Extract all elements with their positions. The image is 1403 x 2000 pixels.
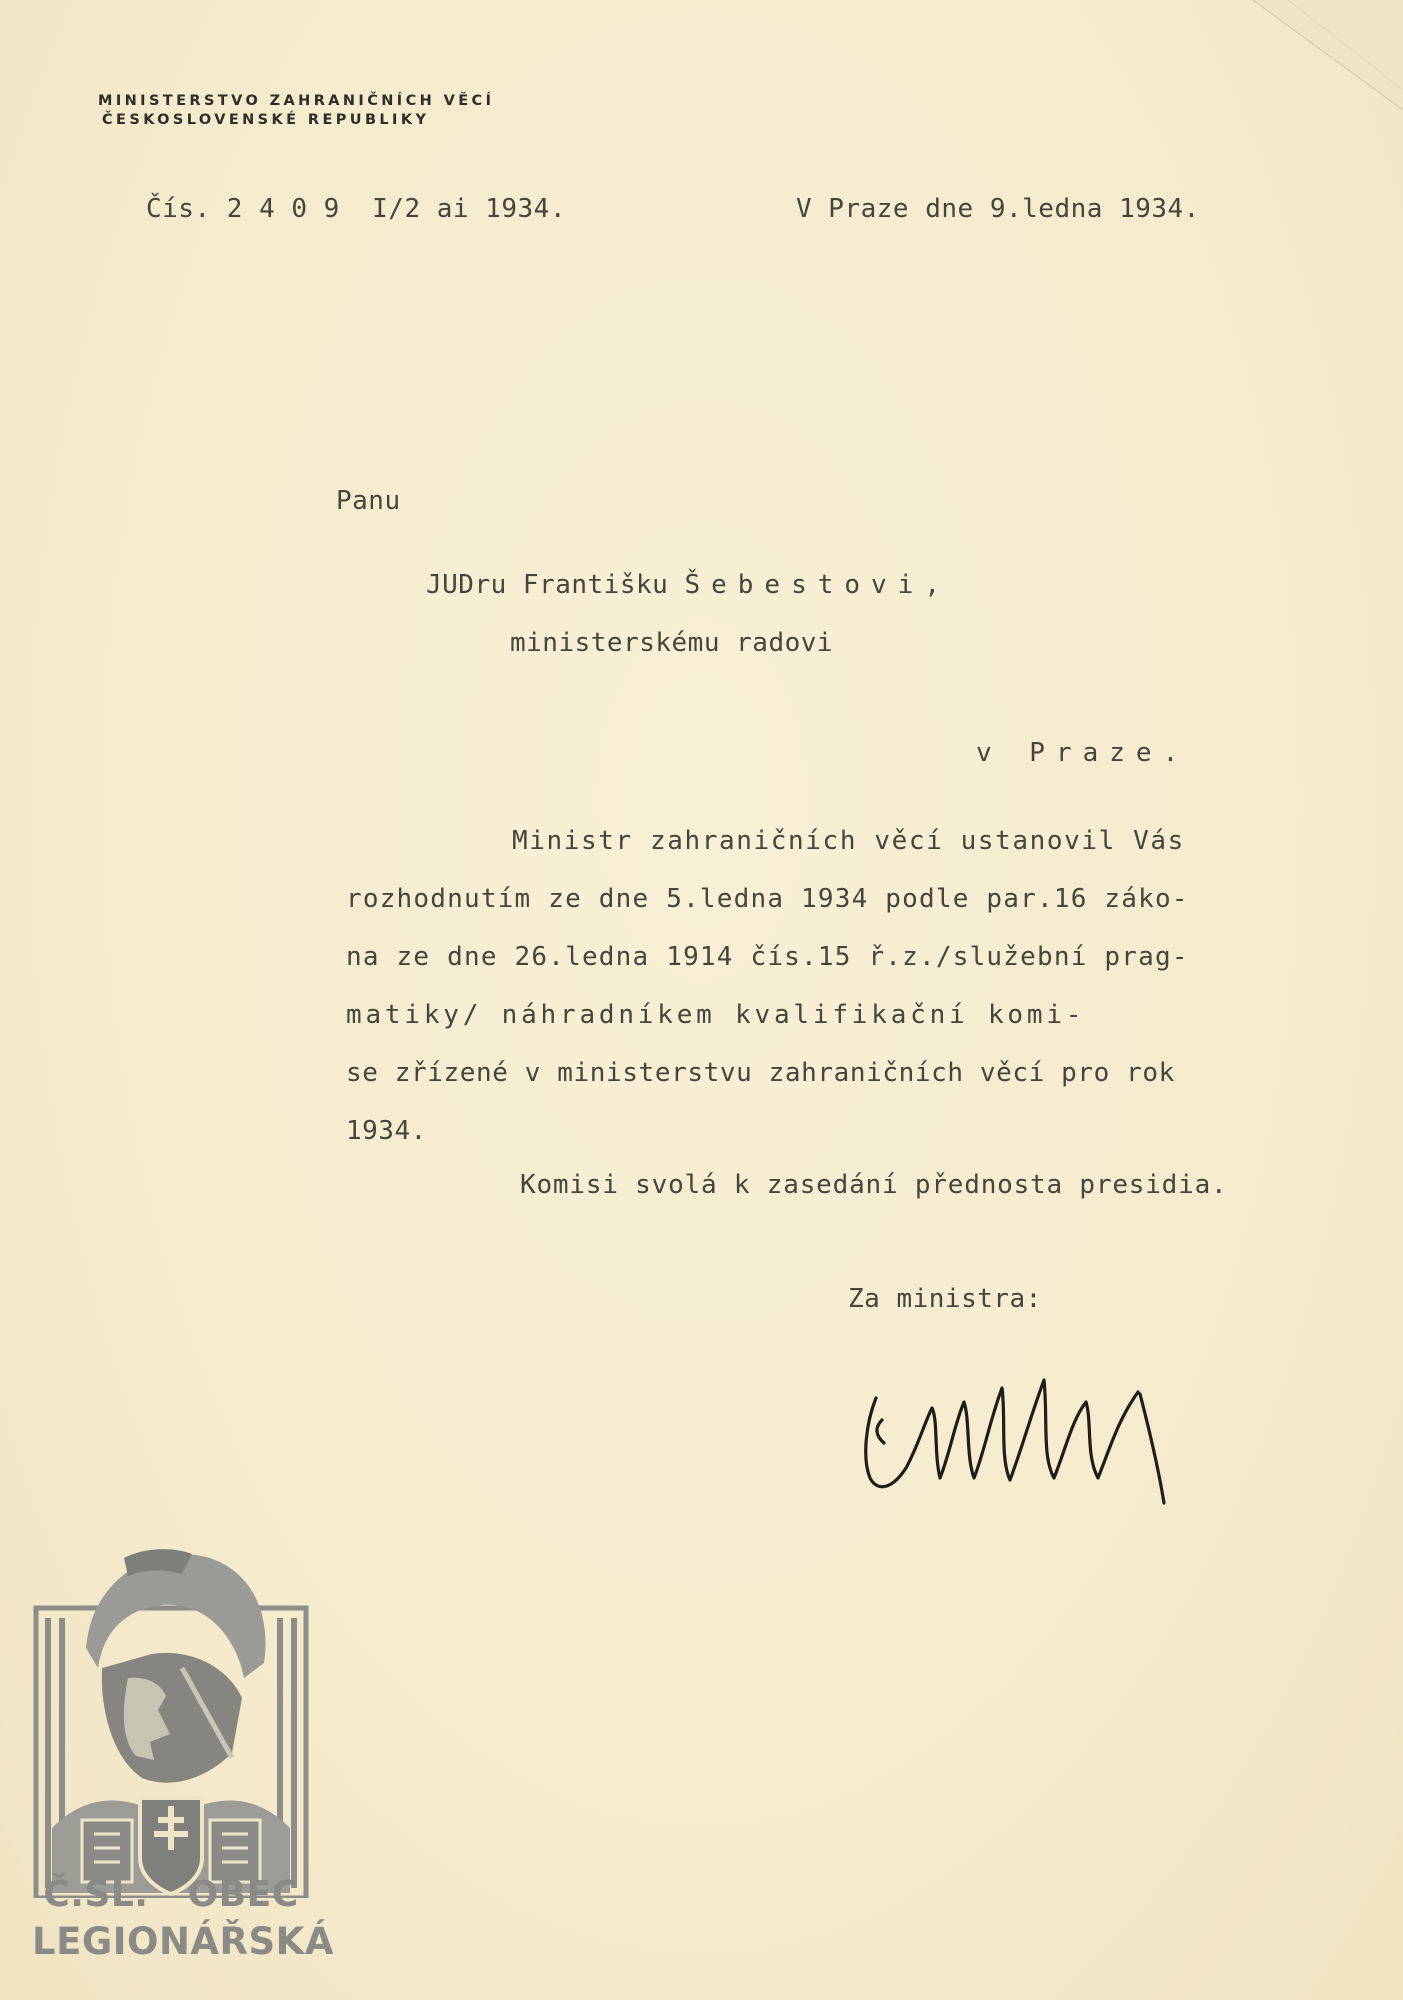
recipient-name-prefix: JUDru Františku	[426, 570, 685, 600]
stamp-text-line-2: LEGIONÁŘSKÁ	[32, 1920, 334, 1963]
letterhead-line-1: MINISTERSTVO ZAHRANIČNÍCH VĚCÍ	[98, 93, 495, 109]
body-line-3: na ze dne 26.ledna 1914 čís.15 ř.z./služební prag-	[346, 942, 1189, 972]
body-line-1: Ministr zahraničních věcí ustanovil Vás	[512, 826, 1185, 856]
recipient-title: ministerskému radovi	[510, 628, 834, 658]
recipient-surname: Šebestovi	[684, 570, 925, 600]
recipient-name	[426, 570, 941, 600]
body-line-6: 1934.	[346, 1116, 427, 1146]
letterhead-line-2: ČESKOSLOVENSKÉ REPUBLIKY	[102, 112, 430, 128]
stamp-text-line-1: Č.SL. OBEC	[43, 1874, 299, 1915]
body-line-5: se zřízené v ministerstvu zahraničních věcí pro rok	[346, 1058, 1175, 1088]
recipient-name-suffix: ,	[924, 570, 941, 600]
recipient-city: v Praze.	[976, 738, 1190, 768]
reference-number: Čís. 2 4 0 9 I/2 ai 1934.	[146, 194, 566, 224]
letterhead	[98, 92, 494, 130]
handwritten-signature	[848, 1328, 1308, 1508]
legion-stamp	[32, 1528, 334, 1986]
body-line-4: matiky/ náhradníkem kvalifikační komi-	[346, 1000, 1086, 1030]
place-date: V Praze dne 9.ledna 1934.	[796, 194, 1200, 224]
body-line-2: rozhodnutím ze dne 5.ledna 1934 podle par.16 záko-	[346, 884, 1189, 914]
corner-fold	[1233, 0, 1403, 140]
salutation: Panu	[336, 486, 401, 516]
sign-off: Za ministra:	[848, 1284, 1042, 1314]
body-closing: Komisi svolá k zasedání přednosta presidia.	[520, 1170, 1228, 1200]
soldier-emblem-icon	[32, 1528, 310, 1898]
